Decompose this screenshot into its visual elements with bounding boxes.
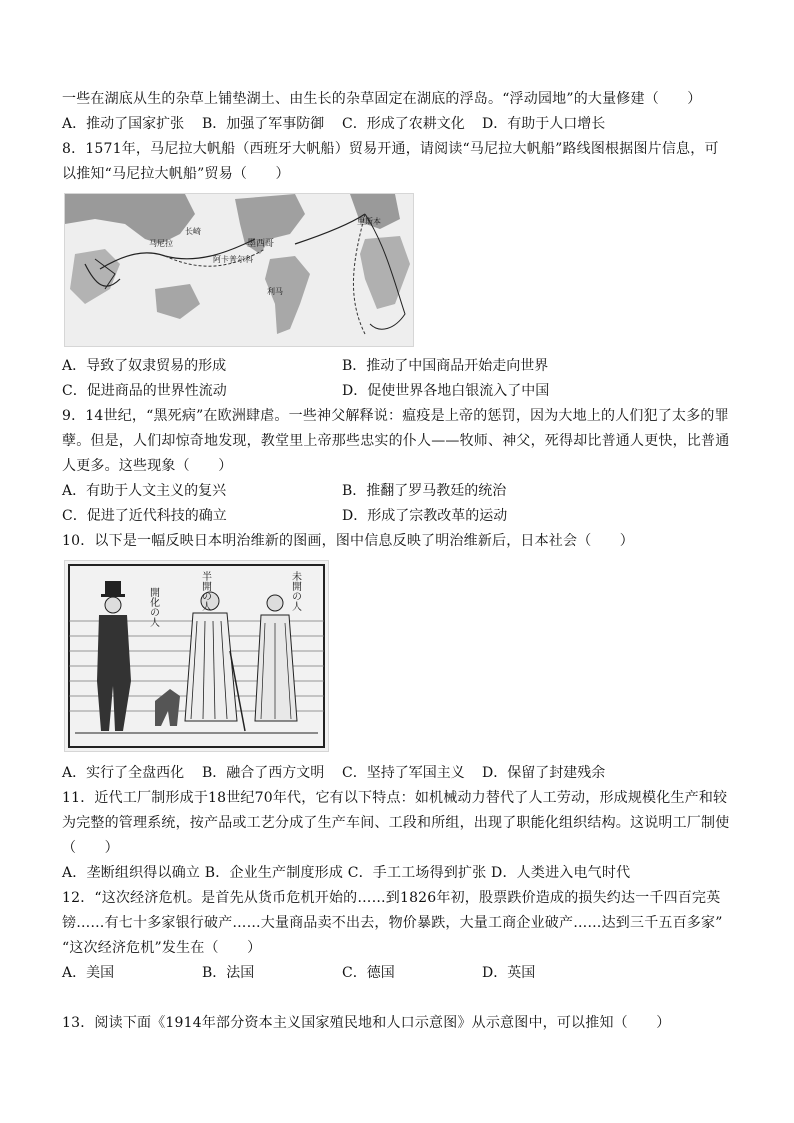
q12-stem-line3: “这次经济危机”发生在（ ） — [62, 940, 262, 956]
q13-stem: 13．阅读下面《1914年部分资本主义国家殖民地和人口示意图》从示意图中，可以推知（ ） — [62, 1015, 671, 1031]
q12-option-a: A．美国 — [62, 965, 115, 981]
q8-option-b: B．推动了中国商品开始走向世界 — [342, 358, 549, 374]
label-kaika: 開化の人 — [147, 587, 159, 627]
meiji-drawing — [65, 561, 328, 751]
q9-stem-line2: 孽。但是，人们却惊奇地发现，教堂里上帝那些忠实的仆人——牧师、神父，死得却比普通人更快，比普通 — [62, 433, 730, 449]
label-mikai: 未開の人 — [289, 571, 301, 611]
q12-stem-line1: 12．“这次经济危机。是首先从货币危机开始的……到1826年初，股票跌价造成的损失约达一千四百完英 — [62, 890, 721, 906]
world-map-graphic — [65, 194, 413, 346]
label-lisbon: 里斯本 — [357, 217, 381, 226]
q9-stem-line3: 人更多。这些现象（ ） — [62, 458, 233, 474]
q9-option-d: D．形成了宗教改革的运动 — [342, 508, 508, 524]
q7-stem: 一些在湖底从生的杂草上铺垫湖土、由生长的杂草固定在湖底的浮岛。“浮动园地”的大量修建（ ） — [62, 91, 702, 107]
q12-stem-line2: 镑……有七十多家银行破产……大量商品卖不出去，物价暴跌，大量工商企业破产……达到三千五百多家” — [62, 915, 723, 931]
label-acapulco: 阿卡普尔科 — [213, 255, 253, 264]
q7-option-c: C．形成了农耕文化 — [342, 116, 465, 132]
label-nagasaki: 长崎 — [185, 227, 201, 236]
q10-option-c: C．坚持了军国主义 — [342, 765, 465, 781]
q8-option-a: A．导致了奴隶贸易的形成 — [62, 358, 227, 374]
meiji-illustration — [64, 560, 329, 752]
q9-option-b: B．推翻了罗马教廷的统治 — [342, 483, 507, 499]
q12-option-c: C．德国 — [342, 965, 395, 981]
q7-option-d: D．有助于人口增长 — [482, 116, 606, 132]
label-hankai: 半開の人 — [199, 571, 211, 611]
q9-option-a: A．有助于人文主义的复兴 — [62, 483, 227, 499]
q12-option-b: B．法国 — [202, 965, 255, 981]
q7-option-b: B．加强了军事防御 — [202, 116, 325, 132]
label-lima: 利马 — [267, 287, 283, 296]
q10-option-d: D．保留了封建残余 — [482, 765, 606, 781]
q8-option-d: D．促使世界各地白银流入了中国 — [342, 383, 550, 399]
q10-option-b: B．融合了西方文明 — [202, 765, 325, 781]
q10-stem: 10．以下是一幅反映日本明治维新的图画，图中信息反映了明治维新后，日本社会（ ） — [62, 533, 635, 549]
q8-option-c: C．促进商品的世界性流动 — [62, 383, 227, 399]
q8-stem-line2: 以推知“马尼拉大帆船”贸易（ ） — [62, 166, 290, 182]
q11-options: A．垄断组织得以确立 B．企业生产制度形成 C．手工工场得到扩张 D．人类进入电气时代 — [62, 865, 631, 881]
q7-option-a: A．推动了国家扩张 — [62, 116, 185, 132]
q11-stem-line2: 为完整的管理系统，按产品或工艺分成了生产车间、工段和所组，出现了职能化组织结构。这说明工厂制使 — [62, 815, 730, 831]
q9-stem-line1: 9．14世纪，“黑死病”在欧洲肆虐。一些神父解释说：瘟疫是上帝的惩罚，因为大地上的人们犯了太多的罪 — [62, 408, 729, 424]
q11-stem-line1: 11．近代工厂制形成于18世纪70年代，它有以下特点：如机械动力替代了人工劳动，形成规模化生产和较 — [62, 790, 728, 806]
q11-stem-line3: （ ） — [62, 840, 119, 856]
label-manila: 马尼拉 — [149, 239, 173, 248]
manila-galleon-map — [64, 193, 414, 347]
q10-option-a: A．实行了全盘西化 — [62, 765, 185, 781]
q12-option-d: D．英国 — [482, 965, 536, 981]
q8-stem-line1: 8．1571年，马尼拉大帆船（西班牙大帆船）贸易开通，请阅读“马尼拉大帆船”路线图根据图片信息，可 — [62, 141, 719, 157]
q9-option-c: C．促进了近代科技的确立 — [62, 508, 227, 524]
label-mexico: 墨西哥 — [247, 239, 275, 249]
